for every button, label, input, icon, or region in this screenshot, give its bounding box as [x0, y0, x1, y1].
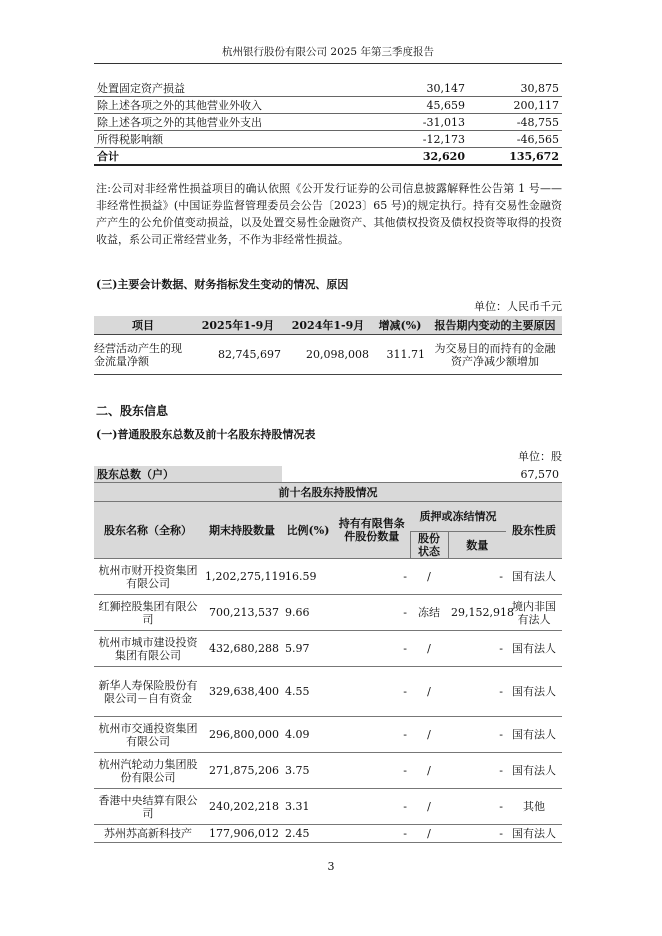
holder-shares: 432,680,288: [202, 631, 282, 667]
holder-restricted: -: [334, 789, 410, 825]
col-header-restricted: 持有有限售条件股份数量: [334, 502, 410, 559]
holder-restricted: -: [334, 559, 410, 595]
total-holders-value: 67,570: [282, 466, 562, 483]
holder-restricted: -: [334, 667, 410, 717]
holder-status: /: [410, 631, 448, 667]
col-header-nature: 股东性质: [506, 502, 562, 559]
table-row: [94, 753, 562, 789]
holder-qty: -: [448, 717, 506, 753]
total-label: 合计: [94, 148, 394, 166]
table-row: [94, 595, 562, 631]
holder-shares: 177,906,012: [202, 825, 282, 843]
nonrec-value-2: 200,117: [468, 97, 562, 114]
nonrec-label: 除上述各项之外的其他营业外收入: [94, 97, 394, 114]
holder-nature: 其他: [506, 789, 562, 825]
nonrec-value-2: 30,875: [468, 80, 562, 97]
nonrec-label: 处置固定资产损益: [94, 80, 394, 97]
total-holders-label: 股东总数（户）: [94, 466, 282, 483]
holder-qty: -: [448, 667, 506, 717]
section-shareholders-title: 二、股东信息: [96, 404, 169, 418]
holder-ratio: 3.31: [282, 789, 334, 825]
nonrec-value-1: 30,147: [394, 80, 468, 97]
col-header-name: 股东名称（全称）: [94, 502, 202, 559]
change-col-header: 项目: [94, 316, 192, 335]
top10-title-row: [94, 483, 562, 502]
holder-name: 新华人寿保险股份有限公司－自有资金: [94, 667, 202, 717]
holder-shares: 240,202,218: [202, 789, 282, 825]
nonrec-label: 所得税影响额: [94, 131, 394, 148]
col-header-status: 股份状态: [410, 532, 448, 559]
shareholders-subtitle: (一)普通股股东总数及前十名股东持股情况表: [96, 428, 316, 441]
col-header-pledge: 质押或冻结情况: [410, 502, 506, 532]
holder-restricted: -: [334, 631, 410, 667]
holder-qty: -: [448, 631, 506, 667]
page-header: 杭州银行股份有限公司 2025 年第三季度报告: [94, 44, 562, 64]
table-row: [94, 825, 562, 843]
holder-restricted: -: [334, 595, 410, 631]
change-value-2025: 82,745,697: [192, 335, 284, 375]
change-col-header: 报告期内变动的主要原因: [428, 316, 562, 335]
holder-status: /: [410, 717, 448, 753]
table-row: [94, 131, 562, 148]
holder-status: /: [410, 559, 448, 595]
holder-status: /: [410, 667, 448, 717]
section3-unit: 单位：人民币千元: [474, 300, 562, 313]
holder-restricted: -: [334, 753, 410, 789]
holder-qty: -: [448, 789, 506, 825]
holder-ratio: 3.75: [282, 753, 334, 789]
holder-status: 冻结: [410, 595, 448, 631]
total-holders-row: [94, 466, 562, 483]
holder-ratio: 5.97: [282, 631, 334, 667]
section3-title: (三)主要会计数据、财务指标发生变动的情况、原因: [96, 278, 349, 291]
holder-nature: 国有法人: [506, 667, 562, 717]
holder-qty: -: [448, 559, 506, 595]
holder-qty: -: [448, 825, 506, 843]
total-value-1: 32,620: [394, 148, 468, 166]
nonrecurring-table: [94, 80, 562, 166]
holder-nature: 国有法人: [506, 753, 562, 789]
change-value-2024: 20,098,008: [284, 335, 372, 375]
nonrec-value-2: -48,755: [468, 114, 562, 131]
total-row: [94, 148, 562, 166]
col-header-qty: 数量: [448, 532, 506, 559]
holder-name: 杭州市财开投资集团有限公司: [94, 559, 202, 595]
holder-status: /: [410, 753, 448, 789]
holder-name: 红狮控股集团有限公司: [94, 595, 202, 631]
table-row: [94, 717, 562, 753]
holder-shares: 700,213,537: [202, 595, 282, 631]
holder-name: 杭州汽轮动力集团股份有限公司: [94, 753, 202, 789]
table-row: [94, 559, 562, 595]
holder-shares: 1,202,275,119: [202, 559, 282, 595]
table-row: [94, 97, 562, 114]
holder-nature: 国有法人: [506, 717, 562, 753]
holder-ratio: 2.45: [282, 825, 334, 843]
change-table: [94, 316, 562, 375]
holder-ratio: 4.09: [282, 717, 334, 753]
holder-ratio: 4.55: [282, 667, 334, 717]
holder-nature: 国有法人: [506, 559, 562, 595]
holder-restricted: -: [334, 717, 410, 753]
change-col-header: 增减(%): [372, 316, 428, 335]
nonrec-value-2: -46,565: [468, 131, 562, 148]
holder-name: 杭州市城市建设投资集团有限公司: [94, 631, 202, 667]
change-percent: 311.71: [372, 335, 428, 375]
total-value-2: 135,672: [468, 148, 562, 166]
change-item: 经营活动产生的现金流量净额: [94, 335, 192, 375]
table-row: [94, 114, 562, 131]
holder-status: /: [410, 825, 448, 843]
change-reason: 为交易目的而持有的金融资产净减少额增加: [428, 335, 562, 375]
nonrec-value-1: 45,659: [394, 97, 468, 114]
holder-shares: 296,800,000: [202, 717, 282, 753]
change-col-header: 2025年1-9月: [192, 316, 284, 335]
holder-name: 香港中央结算有限公司: [94, 789, 202, 825]
holder-shares: 271,875,206: [202, 753, 282, 789]
top10-title: 前十名股东持股情况: [94, 483, 562, 502]
page-number: 3: [327, 860, 335, 873]
shareholders-unit: 单位：股: [518, 450, 562, 463]
shareholders-table: [94, 466, 562, 843]
holder-name: 苏州苏高新科技产: [94, 825, 202, 843]
holder-shares: 329,638,400: [202, 667, 282, 717]
holder-ratio: 9.66: [282, 595, 334, 631]
table-row: [94, 80, 562, 97]
holder-name: 杭州市交通投资集团有限公司: [94, 717, 202, 753]
note-text: 注:公司对非经常性损益项目的确认依照《公开发行证券的公司信息披露解释性公告第 1 号——非经常性损益》(中国证券监督管理委员会公告〔2023〕65 号)的规定执行。持有交易性金融资产产生的公允价值变动损益，以及处置交易性金融资产、其他债权投资及债权投资等取得的投资收益，系公司正常经营业务，不作为非经常性损益。: [96, 182, 562, 246]
holder-ratio: 16.59: [282, 559, 334, 595]
nonrec-value-1: -12,173: [394, 131, 468, 148]
table-row: [94, 667, 562, 717]
table-row: [94, 789, 562, 825]
holder-restricted: -: [334, 825, 410, 843]
holder-status: /: [410, 789, 448, 825]
change-col-header: 2024年1-9月: [284, 316, 372, 335]
nonrec-label: 除上述各项之外的其他营业外支出: [94, 114, 394, 131]
holder-nature: 境内非国有法人: [506, 595, 562, 631]
table-row: [94, 631, 562, 667]
col-header-ratio: 比例(%): [282, 502, 334, 559]
holder-nature: 国有法人: [506, 631, 562, 667]
holder-qty: 29,152,918: [448, 595, 506, 631]
table-row: [94, 335, 562, 375]
holder-qty: -: [448, 753, 506, 789]
holder-nature: 国有法人: [506, 825, 562, 843]
nonrec-value-1: -31,013: [394, 114, 468, 131]
col-header-shares: 期末持股数量: [202, 502, 282, 559]
